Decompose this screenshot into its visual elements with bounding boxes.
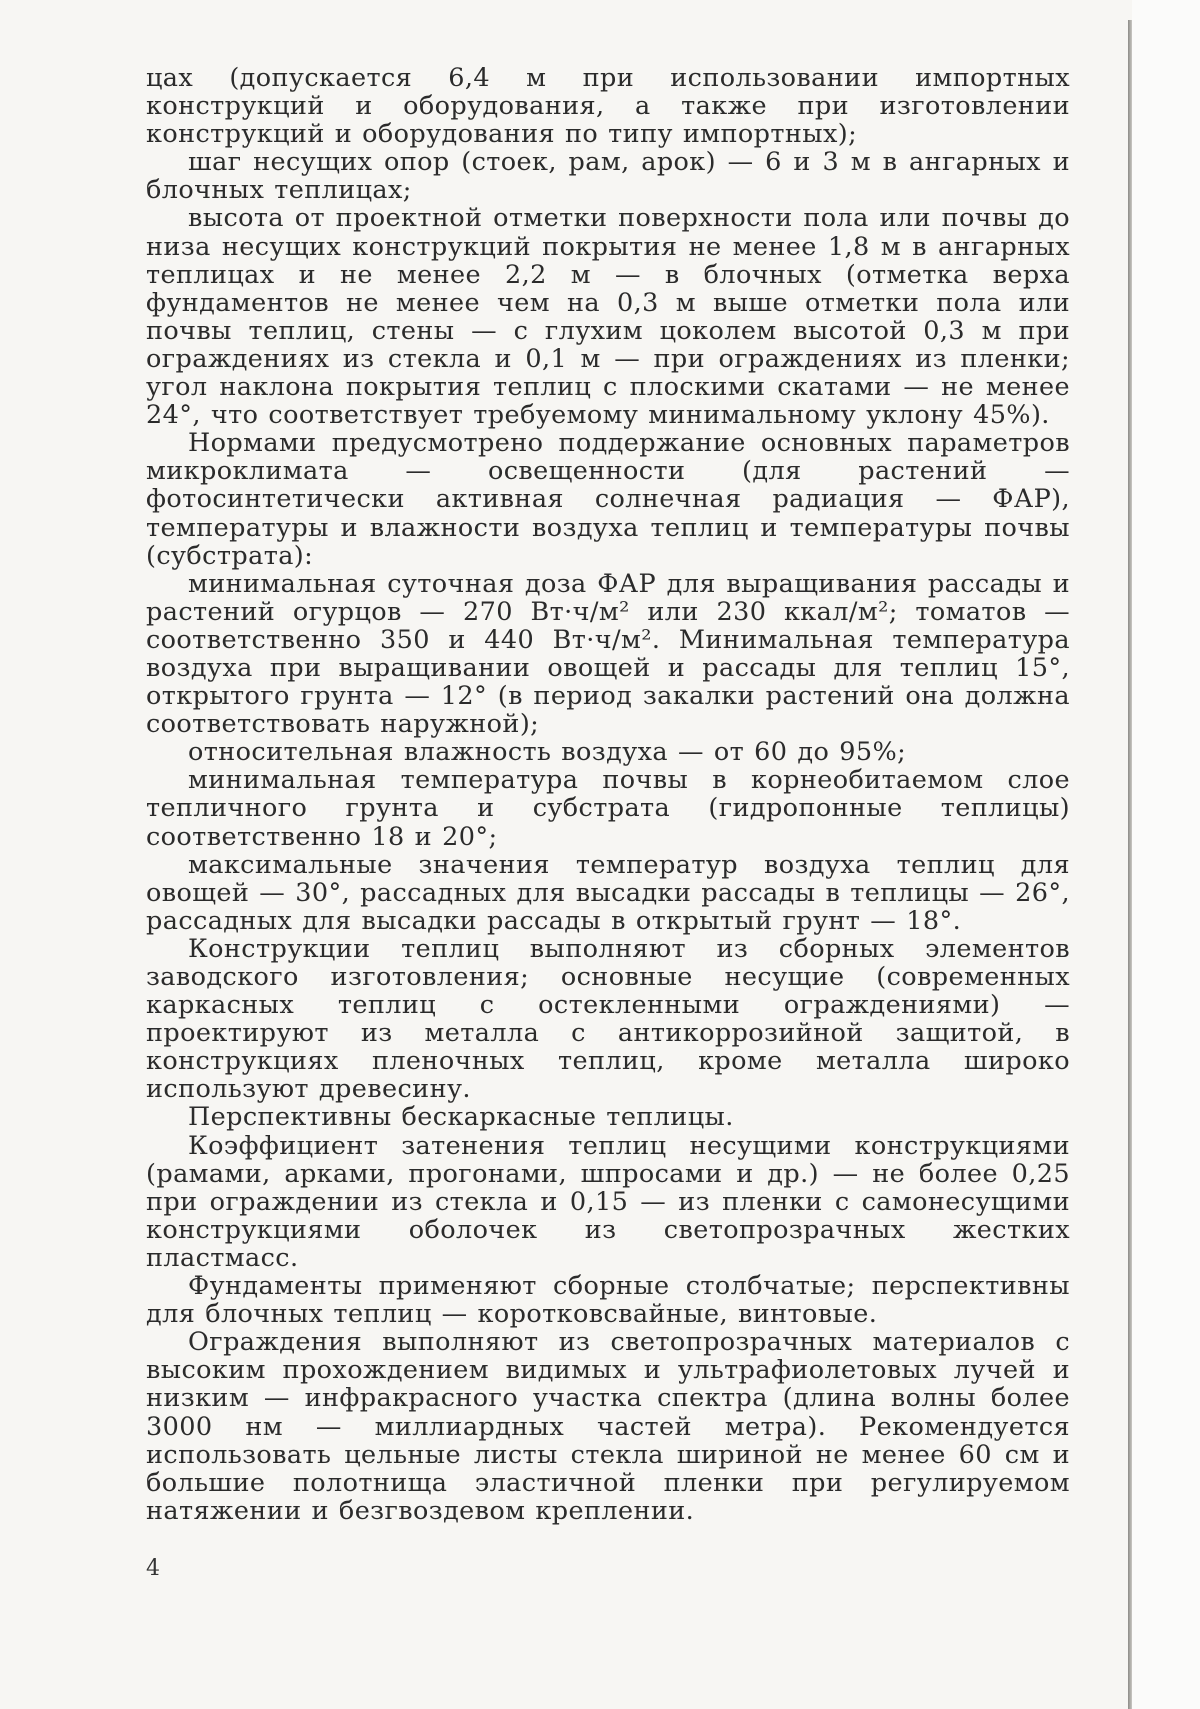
page-edge-shadow xyxy=(1128,20,1132,1709)
paragraph: Коэффициент затенения теплиц несущими конструкциями (рамами, арками, прогонами, шпросами и др.) — не более 0,25 при ограждении из стекла и 0,15 — из пленки с самонесущими конструкциями оболочек из светопрозрачных жестких пластмасс. xyxy=(146,1130,1070,1273)
paragraph: относительная влажность воздуха — от 60 до 95%; xyxy=(188,737,907,768)
page-margin-outer xyxy=(1132,0,1200,1709)
page-number: 4 xyxy=(146,1556,160,1581)
paragraph: максимальные значения температур воздуха теплиц для овощей — 30°, рассадных для высадки рассады в теплицы — 26°, рассадных для высадки рассады в открытый грунт — 18°. xyxy=(146,849,1070,936)
body-text xyxy=(146,64,1070,1525)
paragraph: цах (допускается 6,4 м при использовании импортных конструкций и оборудования, а также при изготовлении конструкций и оборудования по типу импортных); xyxy=(146,63,1070,150)
paragraph: высота от проектной отметки поверхности пола или почвы до низа несущих конструкций покрытия не менее 1,8 м в ангарных теплицах и не менее 2,2 м — в блочных (отметка верха фундаментов не менее чем на 0,3 м выше отметки пола или почвы теплиц, стены — с глухим цоколем высотой 0,3 м при ограждениях из стекла и 0,1 м — при ограждениях из пленки; угол наклона покрытия теплиц с плоскими скатами — не менее 24°, что соответствует требуемому минимальному уклону 45%). xyxy=(146,203,1070,431)
paragraph: Нормами предусмотрено поддержание основных параметров микроклимата — освещенности (для растений — фотосинтетически активная солнечная радиация — ФАР), температуры и влажности воздуха теплиц и температуры почвы (субстрата): xyxy=(146,428,1070,571)
paragraph: Перспективны бескаркасные теплицы. xyxy=(188,1102,734,1133)
paragraph: Фундаменты применяют сборные столбчатые; перспективны для блочных теплиц — коротковсвайные, винтовые. xyxy=(146,1271,1070,1330)
paragraph: минимальная температура почвы в корнеобитаемом слое тепличного грунта и субстрата (гидропонные теплицы) соответственно 18 и 20°; xyxy=(146,765,1070,852)
paragraph: Ограждения выполняют из светопрозрачных материалов с высоким прохождением видимых и ультрафиолетовых лучей и низким — инфракрасного участка спектра (длина волны более 3000 нм — миллиардных частей метра). Рекомендуется использовать цельные листы стекла шириной не менее 60 см и большие полотнища эластичной пленки при регулируемом натяжении и безгвоздевом креплении. xyxy=(146,1327,1070,1526)
paragraph: минимальная суточная доза ФАР для выращивания рассады и растений огурцов — 270 Вт·ч/м² или 230 ккал/м²; томатов — соответственно 350 и 440 Вт·ч/м². Минимальная температура воздуха при выращивании овощей и рассады для теплиц 15°, открытого грунта — 12° (в период закалки растений она должна соответствовать наружной); xyxy=(146,568,1070,740)
paragraph: Конструкции теплиц выполняют из сборных элементов заводского изготовления; основные несущие (современных каркасных теплиц с остекленными ограждениями) — проектируют из металла с антикоррозийной защитой, в конструкциях пленочных теплиц, кроме металла широко используют древесину. xyxy=(146,933,1070,1105)
paragraph: шаг несущих опор (стоек, рам, арок) — 6 и 3 м в ангарных и блочных теплицах; xyxy=(146,147,1070,206)
